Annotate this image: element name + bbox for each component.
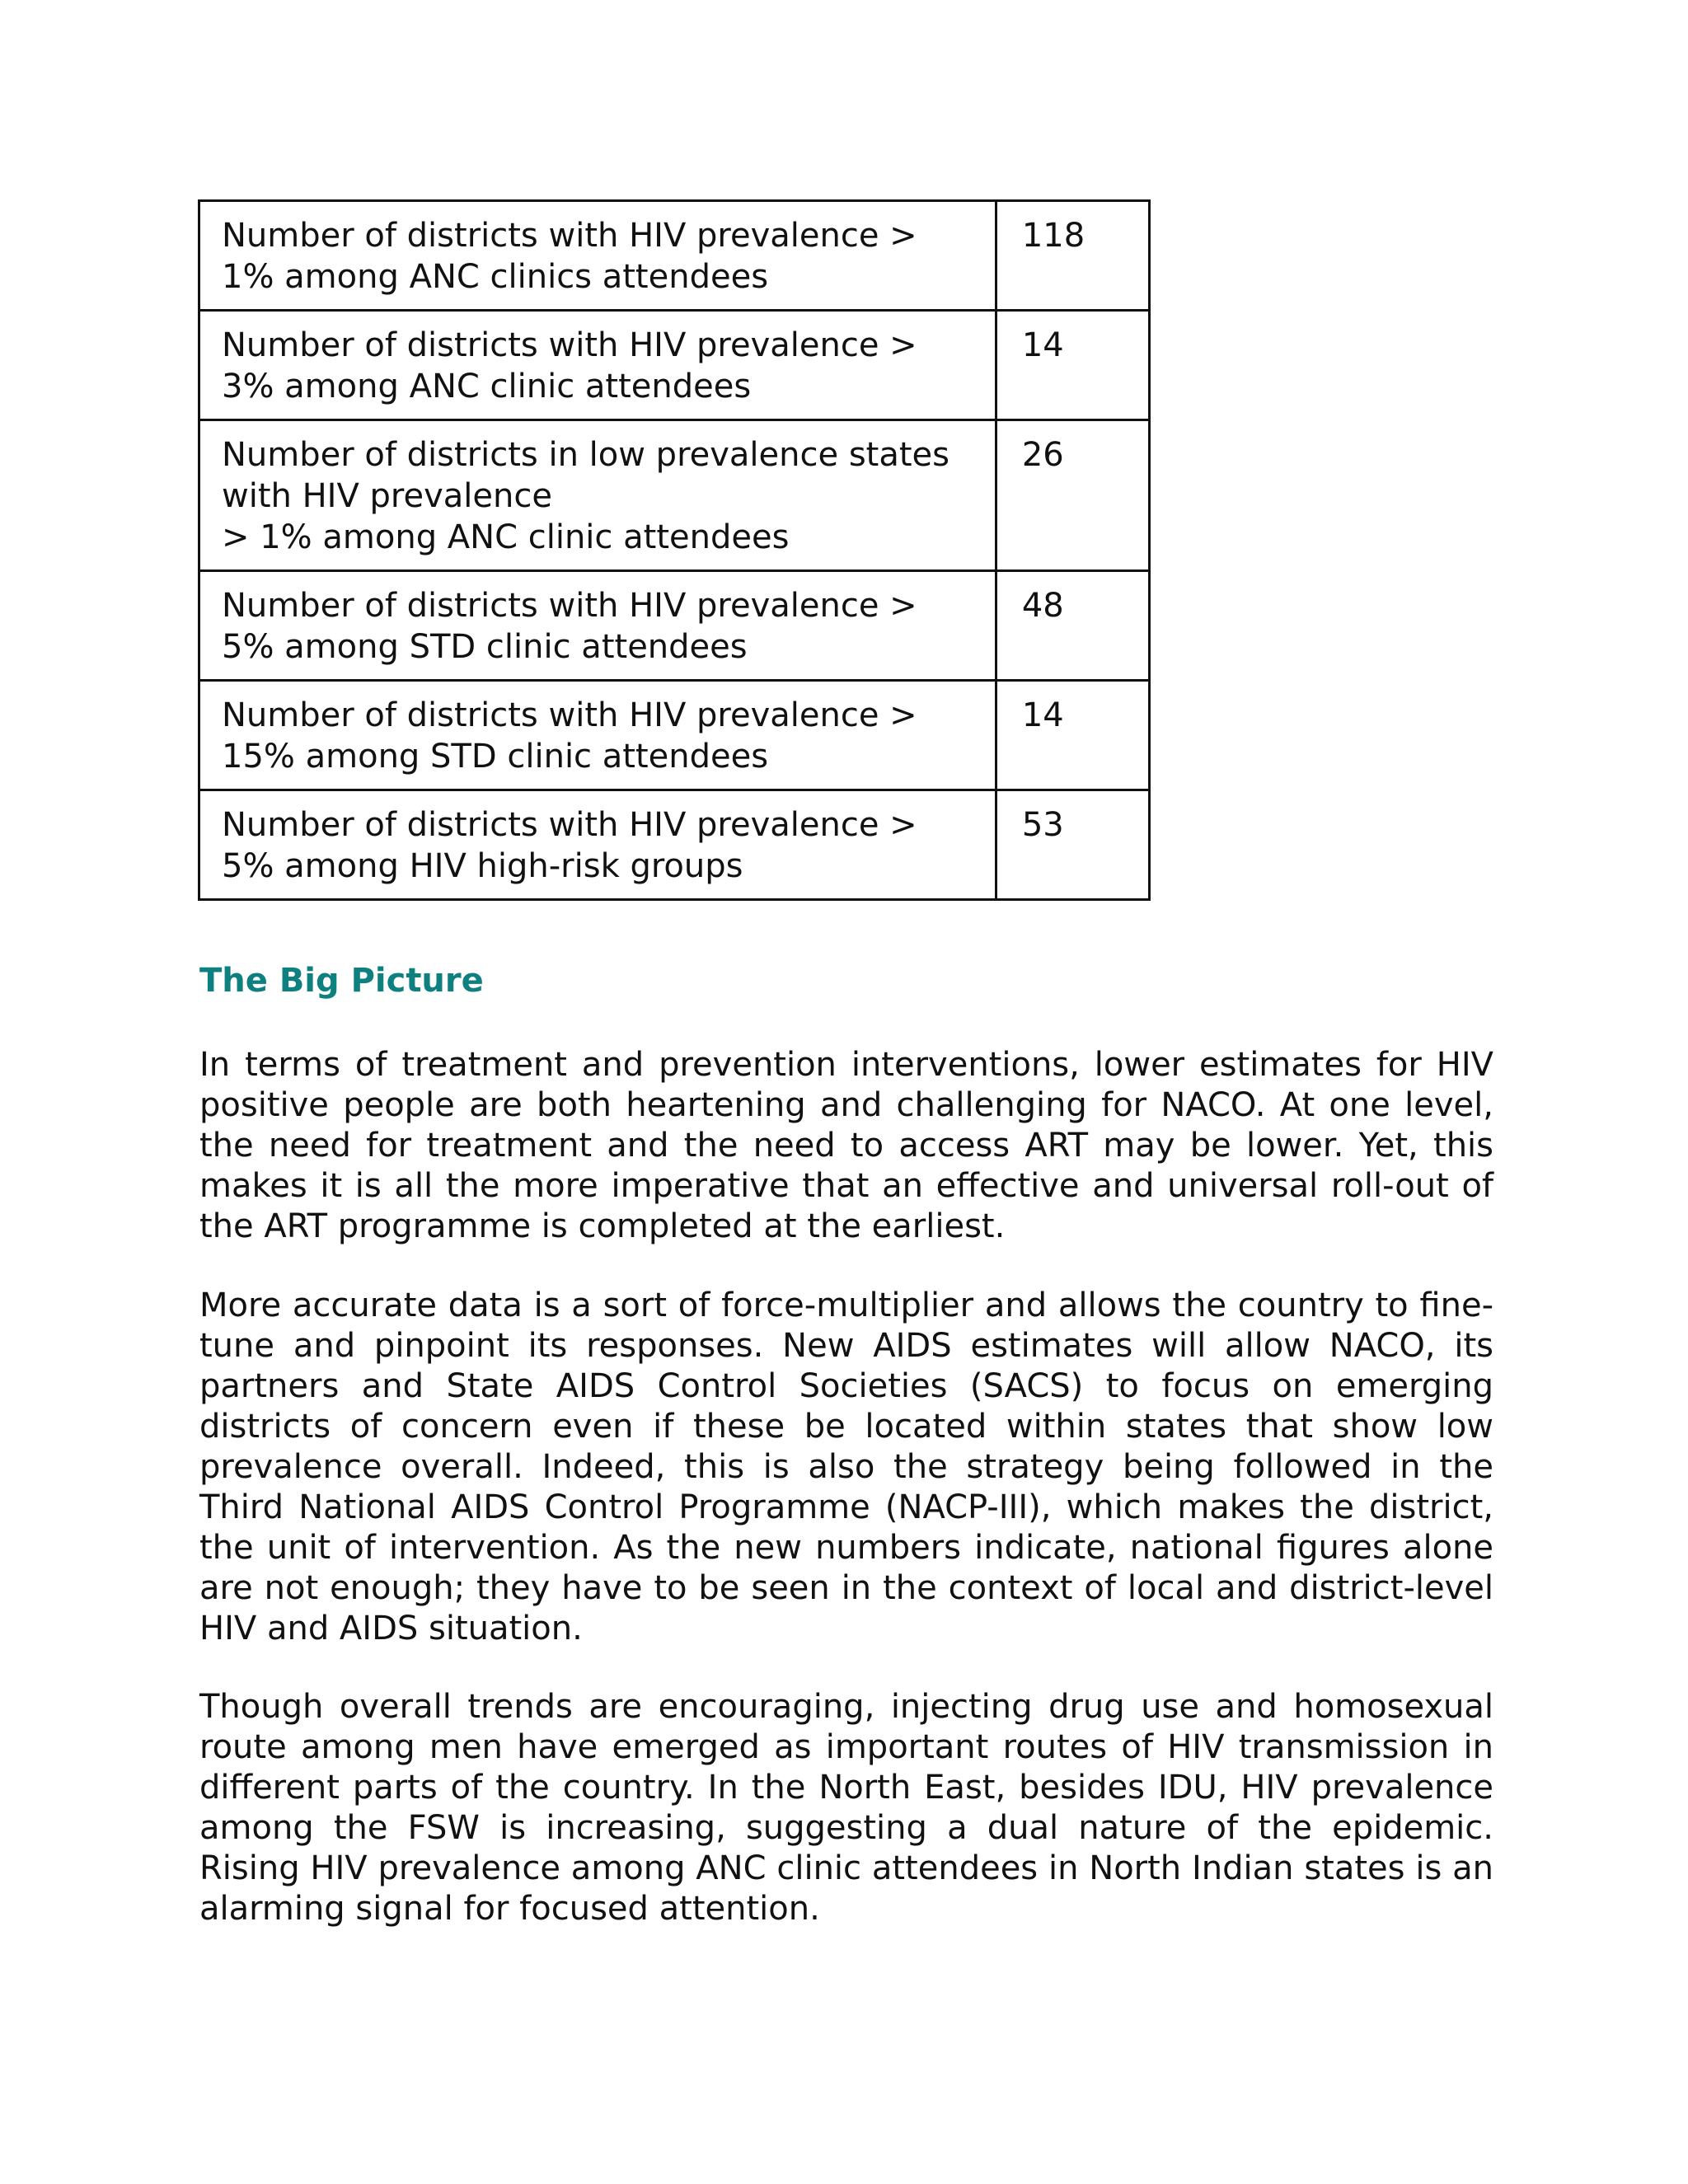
table-cell-label [199, 420, 996, 571]
table-cell-value [996, 571, 1149, 681]
table-cell-value [996, 311, 1149, 420]
row-value: 118 [1021, 217, 1085, 255]
table-row [199, 681, 1150, 790]
row-value: 53 [1021, 806, 1064, 844]
table-cell-value [996, 201, 1149, 311]
row-label: Number of districts with HIV prevalence > 15% among STD clinic attendees [222, 696, 917, 776]
table-cell-value [996, 790, 1149, 900]
row-label: Number of districts with HIV prevalence > 5% among STD clinic attendees [222, 587, 917, 666]
table-row [199, 790, 1150, 900]
row-value: 26 [1021, 436, 1064, 474]
table-row [199, 201, 1150, 311]
row-label: Number of districts in low prevalence states with HIV prevalence > 1% among ANC clinic attendees [222, 436, 950, 556]
table-row [199, 311, 1150, 420]
table-cell-value [996, 420, 1149, 571]
table-cell-label [199, 681, 996, 790]
table-cell-label [199, 790, 996, 900]
row-value: 48 [1021, 587, 1064, 625]
row-value: 14 [1021, 696, 1064, 734]
table-cell-label [199, 571, 996, 681]
row-label: Number of districts with HIV prevalence > 5% among HIV high-risk groups [222, 806, 917, 885]
table-cell-value [996, 681, 1149, 790]
row-label: Number of districts with HIV prevalence > 1% among ANC clinics attendees [222, 217, 917, 296]
row-value: 14 [1021, 326, 1064, 364]
row-label: Number of districts with HIV prevalence > 3% among ANC clinic attendees [222, 326, 917, 405]
body-paragraph: Though overall trends are encouraging, injecting drug use and homosexual route among men have emerged as important routes of HIV transmission in different parts of the country. In the North East, besides IDU, HIV prevalence among the FSW is increasing, suggesting a dual nature of the epidemic. Rising HIV prevalence among ANC clinic attendees in North Indian states is an alarming signal for focused attention. [199, 1688, 1493, 1928]
section-heading: The Big Picture [199, 962, 484, 1000]
body-paragraph: In terms of treatment and prevention interventions, lower estimates for HIV positive people are both heartening and challenging for NACO. At one level, the need for treatment and the need to access ART may be lower. Yet, this makes it is all the more imperative that an effective and universal roll-out of the ART programme is completed at the earliest. [199, 1046, 1493, 1245]
table-cell-label [199, 201, 996, 311]
body-paragraph: More accurate data is a sort of force-multiplier and allows the country to fine-tune and pinpoint its responses. New AIDS estimates will allow NACO, its partners and State AIDS Control Societies (SACS) to focus on emerging districts of concern even if these be located within states that show low prevalence overall. Indeed, this is also the strategy being followed in the Third National AIDS Control Programme (NACP-III), which makes the district, the unit of intervention. As the new numbers indicate, national figures alone are not enough; they have to be seen in the context of local and district-level HIV and AIDS situation. [199, 1286, 1493, 1647]
table-cell-label [199, 311, 996, 420]
district-prevalence-table [198, 199, 1151, 901]
table-row [199, 420, 1150, 571]
table-row [199, 571, 1150, 681]
